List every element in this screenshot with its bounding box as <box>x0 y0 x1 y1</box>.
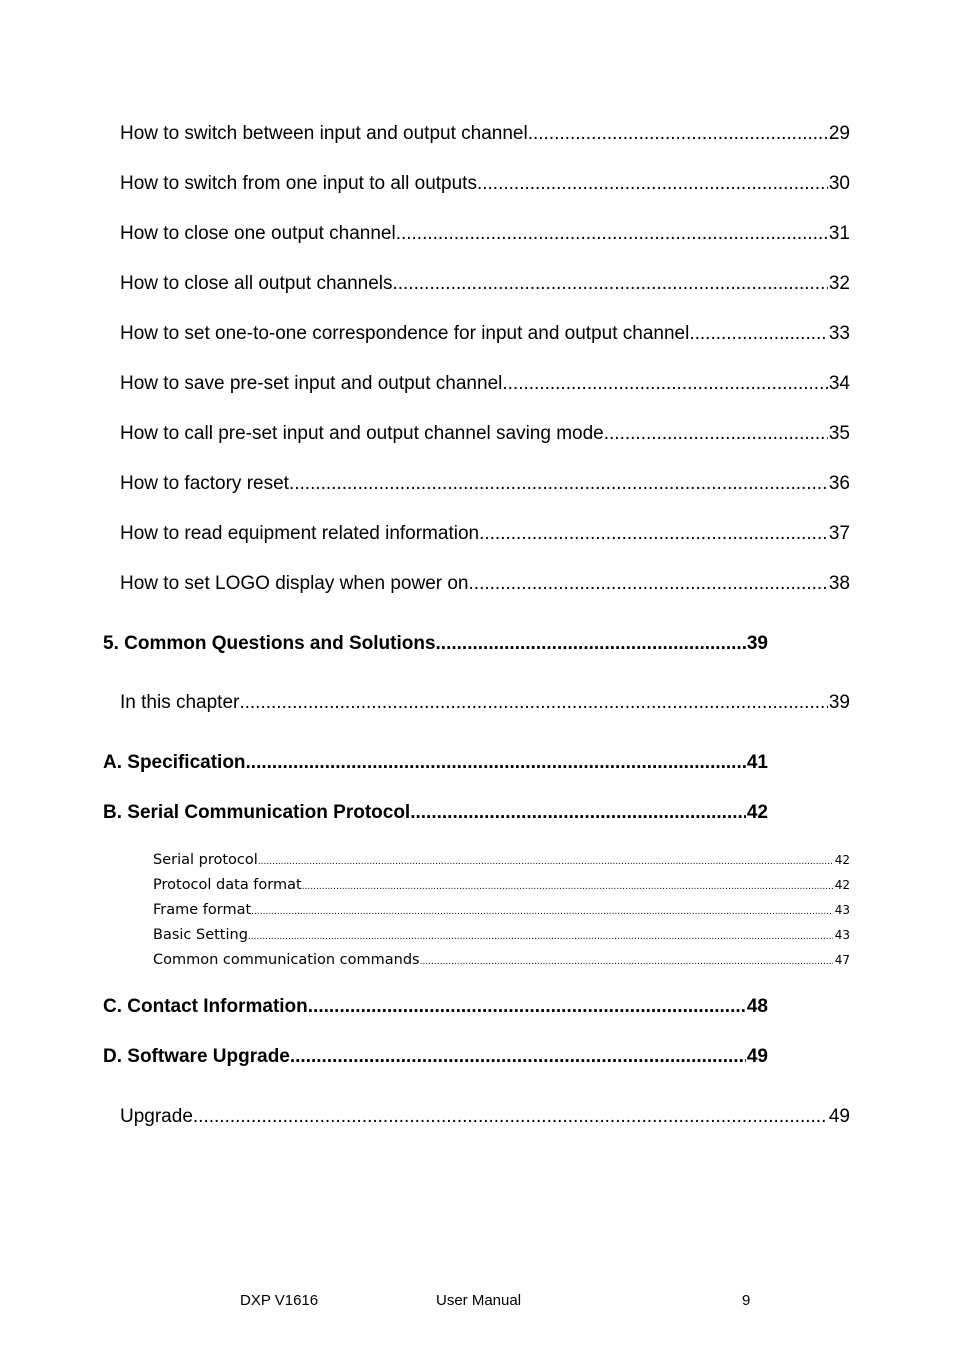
toc-page: 39 <box>828 692 850 713</box>
toc-page: 32 <box>828 273 850 294</box>
dot-leader <box>528 123 828 145</box>
toc-entry[interactable] <box>120 523 850 545</box>
toc-entry[interactable] <box>120 173 850 195</box>
toc-title: How to call pre-set input and output channel saving mode <box>120 423 604 444</box>
toc-title: How to factory reset <box>120 473 289 494</box>
toc-page: 33 <box>828 323 850 344</box>
dot-leader <box>469 573 828 595</box>
toc-title: In this chapter <box>120 692 240 713</box>
toc-page: 37 <box>828 523 850 544</box>
dot-leader <box>239 692 828 714</box>
toc-chapter-entry[interactable] <box>103 1046 768 1068</box>
toc-title: How to save pre-set input and output channel <box>120 373 503 394</box>
footer-page-number: 9 <box>742 1292 751 1309</box>
toc-title: How to switch from one input to all outputs <box>120 173 477 194</box>
toc-title: B. Serial Communication Protocol <box>103 802 411 823</box>
dot-leader <box>396 223 828 245</box>
toc-page: 30 <box>828 173 850 194</box>
dot-leader <box>289 473 828 495</box>
toc-title: How to switch between input and output channel <box>120 123 528 144</box>
toc-page: 43 <box>834 903 850 917</box>
dot-leader <box>477 173 828 195</box>
toc-entry[interactable] <box>120 692 850 714</box>
dot-leader <box>604 423 828 445</box>
toc-title: How to set LOGO display when power on <box>120 573 469 594</box>
toc-entry[interactable] <box>120 1106 850 1128</box>
dot-leader <box>258 852 833 868</box>
toc-title: A. Specification <box>103 752 246 773</box>
dot-leader <box>246 752 746 774</box>
toc-page: 34 <box>828 373 850 394</box>
toc-entry[interactable] <box>120 223 850 245</box>
toc-small-entry[interactable] <box>153 927 850 943</box>
dot-leader <box>248 927 833 943</box>
toc-title: Common communication commands <box>153 952 420 968</box>
toc-title: Upgrade <box>120 1106 193 1127</box>
toc-page: 29 <box>828 123 850 144</box>
toc-entry[interactable] <box>120 373 850 395</box>
toc-title: How to read equipment related information <box>120 523 480 544</box>
toc-page: 49 <box>828 1106 850 1127</box>
toc-entry[interactable] <box>120 123 850 145</box>
dot-leader <box>689 323 828 345</box>
toc-page: 31 <box>828 223 850 244</box>
toc-entry[interactable] <box>120 323 850 345</box>
toc-small-entry[interactable] <box>153 852 850 868</box>
toc-page: 42 <box>834 853 850 867</box>
dot-leader <box>410 802 746 824</box>
toc-page: 39 <box>746 633 768 654</box>
toc-title: Protocol data format <box>153 877 302 893</box>
toc-page: 43 <box>834 928 850 942</box>
toc-title: C. Contact Information <box>103 996 308 1017</box>
toc-title: How to close one output channel <box>120 223 396 244</box>
toc-chapter-entry[interactable] <box>103 802 768 824</box>
footer-doc-title: User Manual <box>436 1292 522 1309</box>
toc-chapter-entry[interactable] <box>103 752 768 774</box>
toc-small-entry[interactable] <box>153 877 850 893</box>
toc-title: How to set one-to-one correspondence for input and output channel <box>120 323 690 344</box>
dot-leader <box>502 373 828 395</box>
toc-entry[interactable] <box>120 273 850 295</box>
toc-page: 41 <box>746 752 768 773</box>
toc-small-entry[interactable] <box>153 902 850 918</box>
toc-entry[interactable] <box>120 423 850 445</box>
toc-page: 36 <box>828 473 850 494</box>
toc-title: Serial protocol <box>153 852 258 868</box>
toc-chapter-entry[interactable] <box>103 996 768 1018</box>
dot-leader <box>436 633 746 655</box>
toc-title: 5. Common Questions and Solutions <box>103 633 436 654</box>
toc-page: 47 <box>834 953 850 967</box>
dot-leader <box>290 1046 746 1068</box>
footer-product: DXP V1616 <box>240 1292 319 1309</box>
toc-title: Frame format <box>153 902 252 918</box>
toc-entry[interactable] <box>120 573 850 595</box>
toc-page: 38 <box>828 573 850 594</box>
dot-leader <box>302 877 833 893</box>
toc-small-entry[interactable] <box>153 952 850 968</box>
toc-page: 35 <box>828 423 850 444</box>
toc-entry[interactable] <box>120 473 850 495</box>
dot-leader <box>420 952 833 968</box>
toc-page: 42 <box>746 802 768 823</box>
dot-leader <box>393 273 828 295</box>
toc-title: Basic Setting <box>153 927 248 943</box>
toc-page: 49 <box>746 1046 768 1067</box>
toc-page: 42 <box>834 878 850 892</box>
dot-leader <box>193 1106 828 1128</box>
toc-page: 48 <box>746 996 768 1017</box>
dot-leader <box>479 523 828 545</box>
toc-title: D. Software Upgrade <box>103 1046 290 1067</box>
dot-leader <box>308 996 746 1018</box>
toc-chapter-entry[interactable] <box>103 633 768 655</box>
dot-leader <box>251 902 833 918</box>
toc-title: How to close all output channels <box>120 273 393 294</box>
